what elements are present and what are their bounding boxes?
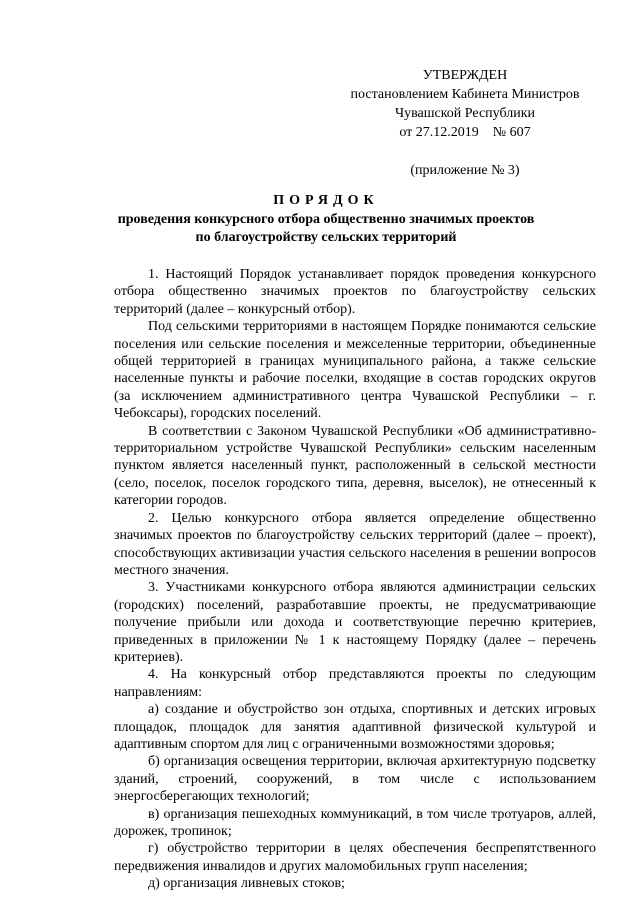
paragraph-4: 2. Целью конкурсного отбора является определение общественно значимых проектов по благоустройству сельских территорий (далее – проект), способствующих активизации участия сельского населения в решении вопросов местного значения. — [114, 510, 596, 578]
title-line-1: проведения конкурсного отбора общественно значимых проектов — [117, 212, 535, 227]
approval-decree: постановлением Кабинета Министров — [350, 87, 580, 102]
paragraph-11: д) организация ливневых стоков; — [148, 876, 345, 892]
document-body — [114, 266, 596, 893]
paragraph-10: г) обустройство территории в целях обеспечения беспрепятственного передвижения инвалидов и других маломобильных групп населения; — [114, 841, 596, 874]
approval-republic: Чувашской Республики — [394, 106, 536, 121]
paragraph-8: б) организация освещения территории, включая архитектурную подсветку зданий, строений, сооружений, в том числе с использованием энергосберегающих технологий; — [114, 754, 596, 805]
approval-attachment: (приложение № 3) — [410, 163, 520, 178]
paragraph-1: 1. Настоящий Порядок устанавливает порядок проведения конкурсного отбора общественно значимых проектов по благоустройству сельских территорий (далее – конкурсный отбор). — [114, 267, 596, 317]
document-title — [76, 192, 576, 247]
approval-approved: УТВЕРЖДЕН — [422, 68, 508, 83]
title-main: ПОРЯДОК — [273, 193, 379, 208]
paragraph-3: В соответствии с Законом Чувашской Республики «Об административно-территориальном устройстве Чувашской Республики» сельским населенным пунктом является населенный пункт, расположенный в сельской местности (село, поселок, поселок городского типа, деревня, выселок), не отнесенный к категории городов. — [114, 423, 596, 509]
paragraph-2: Под сельскими территориями в настоящем Порядке понимаются сельские поселения или сельские поселения и межселенные территории, объединенные общей территорией в границах муниципального района, а также сельские населенные пункты и рабочие поселки, входящие в состав городских округов (за исключением административного центра Чувашской Республики – г. Чебоксары), городских поселений. — [114, 319, 596, 422]
paragraph-6: 4. На конкурсный отбор представляются проекты по следующим направлениям: — [114, 667, 596, 700]
paragraph-9: в) организация пешеходных коммуникаций, в том числе тротуаров, аллей, дорожек, тропинок; — [114, 806, 596, 839]
paragraph-7: а) создание и обустройство зон отдыха, спортивных и детских игровых площадок, площадок для занятия адаптивной физической культурой и адаптивным спортом для лиц с ограниченными возможностями здоровья; — [114, 702, 596, 752]
approval-stamp — [330, 66, 600, 180]
approval-date-number: от 27.12.2019 № 607 — [399, 125, 531, 140]
title-line-2: по благоустройству сельских территорий — [195, 230, 457, 245]
paragraph-5: 3. Участниками конкурсного отбора являются администрации сельских (городских) поселений, разработавшие проекты, не предусматривающие получение прибыли или дохода и соответствующие перечню критериев, приведенных в приложении № 1 к настоящему Порядку (далее – перечень критериев). — [114, 580, 596, 665]
